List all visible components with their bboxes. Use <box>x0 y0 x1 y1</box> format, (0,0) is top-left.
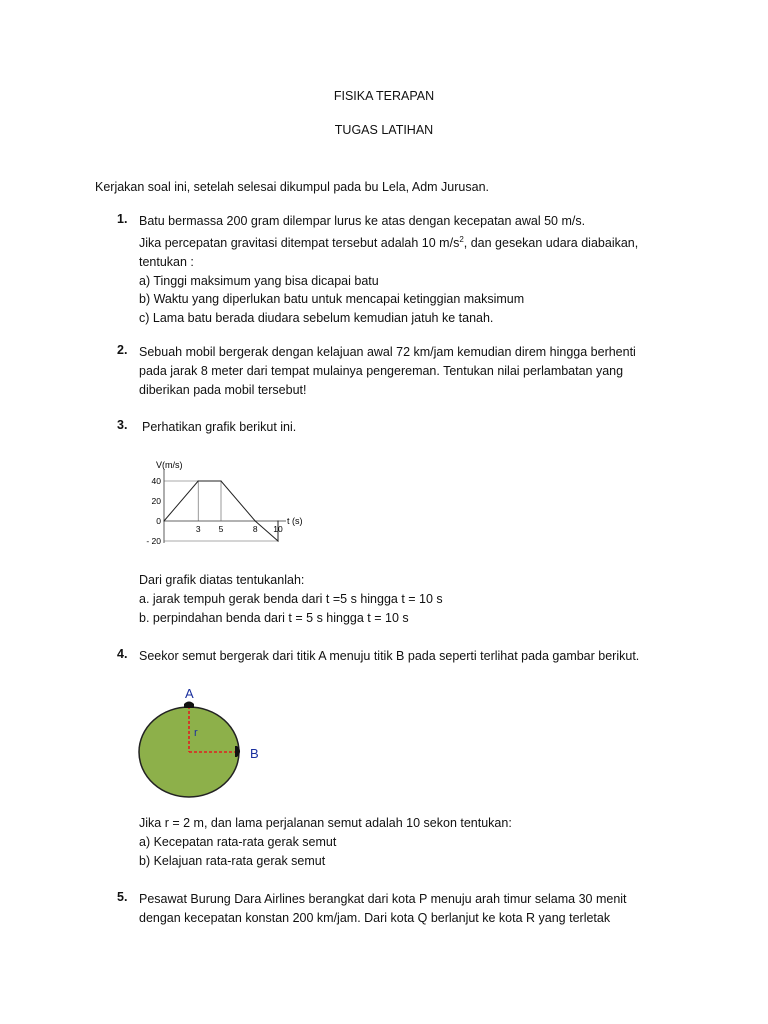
q1-line1: Batu bermassa 200 gram dilempar lurus ke atas dengan kecepatan awal 50 m/s. <box>139 214 586 228</box>
radius-label: r <box>194 727 198 739</box>
graph-data-point <box>277 520 278 521</box>
q1-line2-post: , dan gesekan udara diabaikan, <box>463 235 639 250</box>
graph-ylabel: V(m/s) <box>156 460 183 470</box>
q5-number: 5. <box>117 890 128 904</box>
q4-number: 4. <box>117 647 128 661</box>
q1-option-c: c) Lama batu berada diudara sebelum kemudian jatuh ke tanah. <box>139 311 494 326</box>
q4-option-b: b) Kelajuan rata-rata gerak semut <box>139 853 326 868</box>
graph-data-point <box>220 480 221 481</box>
q1-text <box>139 212 638 328</box>
ant-circle-figure <box>130 682 280 802</box>
graph-y-tick-label: - 20 <box>146 536 161 546</box>
q4-option-a: a) Kecepatan rata-rata gerak semut <box>139 834 337 849</box>
graph-x-tick-label: 8 <box>252 524 258 534</box>
document-subtitle: TUGAS LATIHAN <box>334 123 434 137</box>
q1-line3: tentukan : <box>139 254 194 269</box>
q1-option-b: b) Waktu yang diperlukan batu untuk mencapai ketinggian maksimum <box>139 292 525 307</box>
graph-x-tick-label: 3 <box>195 524 201 534</box>
point-a-label: A <box>185 686 194 701</box>
point-b-label: B <box>250 746 259 761</box>
intro-text: Kerjakan soal ini, setelah selesai dikumpul pada bu Lela, Adm Jurusan. <box>95 180 489 194</box>
document-title: FISIKA TERAPAN <box>333 89 435 103</box>
q4-after-line1: Jika r = 2 m, dan lama perjalanan semut adalah 10 sekon tentukan: <box>139 816 512 830</box>
q3-option-a: a. jarak tempuh gerak benda dari t =5 s hingga t = 10 s <box>139 591 443 606</box>
q3-text <box>142 418 296 437</box>
q1-line2-sup: 2 <box>459 234 464 244</box>
velocity-time-graph <box>140 452 320 552</box>
q3-number: 3. <box>117 418 128 432</box>
q2-line1: Sebuah mobil bergerak dengan kelajuan awal 72 km/jam kemudian direm hingga berhenti <box>139 345 636 359</box>
graph-y-tick-label: 20 <box>151 496 161 506</box>
graph-data-point <box>163 520 164 521</box>
q2-line2: pada jarak 8 meter dari tempat mulainya pengereman. Tentukan nilai perlambatan yang <box>139 363 624 378</box>
q1-number: 1. <box>117 212 128 226</box>
q1-line2-pre: Jika percepatan gravitasi ditempat tersebut adalah 10 m/s <box>139 235 460 250</box>
q3-after-line1: Dari grafik diatas tentukanlah: <box>139 573 305 587</box>
graph-data-point <box>255 520 256 521</box>
q1-line2 <box>139 231 638 253</box>
graph-y-tick-label: 0 <box>156 516 161 526</box>
q1-option-a: a) Tinggi maksimum yang bisa dicapai batu <box>139 273 379 288</box>
q5-line2: dengan kecepatan konstan 200 km/jam. Dari kota Q berlanjut ke kota R yang terletak <box>139 910 611 925</box>
graph-xlabel: t (s) <box>287 516 303 526</box>
ant-at-a-icon <box>184 702 194 709</box>
q4-line1: Seekor semut bergerak dari titik A menuju titik B pada seperti terlihat pada gambar berikut. <box>139 649 640 663</box>
graph-x-tick-label: 5 <box>218 524 224 534</box>
graph-ticks <box>146 476 283 546</box>
q5-line1: Pesawat Burung Dara Airlines berangkat dari kota P menuju arah timur selama 30 menit <box>139 892 627 906</box>
graph-x-tick-label: 10 <box>273 524 283 534</box>
graph-data-point <box>198 480 199 481</box>
q3-after <box>139 571 443 627</box>
q4-after <box>139 814 512 870</box>
q2-line3: diberikan pada mobil tersebut! <box>139 382 307 397</box>
q3-line1: Perhatikan grafik berikut ini. <box>142 420 297 434</box>
q2-number: 2. <box>117 343 128 357</box>
q3-option-b: b. perpindahan benda dari t = 5 s hingga t = 10 s <box>139 610 409 625</box>
graph-data-point <box>277 540 278 541</box>
q4-text <box>139 647 639 666</box>
graph-y-tick-label: 40 <box>151 476 161 486</box>
q2-text <box>139 343 636 399</box>
q5-text <box>139 890 627 928</box>
